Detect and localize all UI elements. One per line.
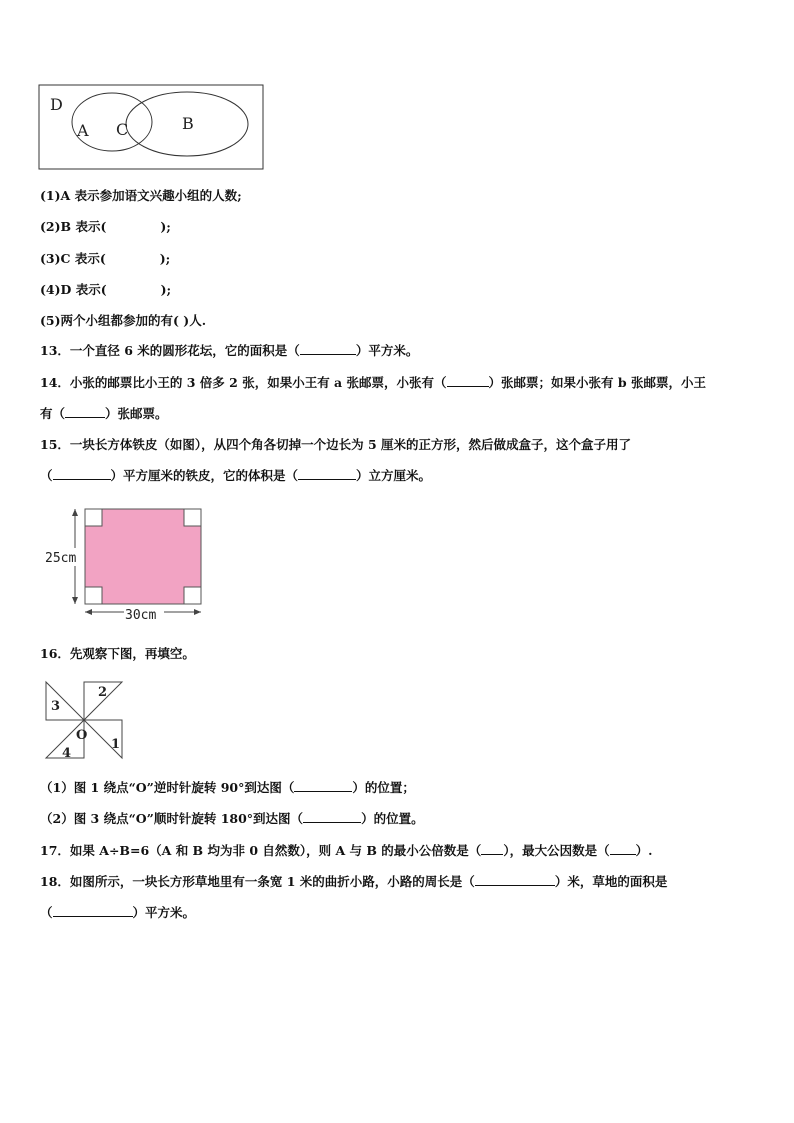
q17-text-1: 17．如果 A÷B=6（A 和 B 均为非 0 自然数），则 A 与 B 的最小公倍数是（: [40, 843, 482, 858]
q16-title: 16．先观察下图，再填空。: [40, 646, 195, 661]
q13-blank[interactable]: [300, 343, 356, 355]
q14-blank-1[interactable]: [447, 375, 489, 387]
q18-text-1: 18．如图所示，一块长方形草地里有一条宽 1 米的曲折小路，小路的周长是（: [40, 874, 475, 889]
q15-text-2: ）平方厘米的铁皮，它的体积是（: [110, 468, 299, 483]
triangle-label-1: 1: [111, 737, 121, 752]
q18-line-1: [40, 874, 667, 890]
height-arrow-bottom: [72, 597, 78, 604]
q16-blank-1[interactable]: [294, 780, 352, 792]
q14-text-3: 有（: [40, 406, 66, 421]
q15-line-2: [40, 468, 431, 484]
q12-item-4-text: (4)D 表示(: [40, 282, 107, 297]
q12-item-4-end: );: [160, 282, 172, 297]
center-label-o: O: [76, 728, 88, 743]
q13-text: 13．一个直径 6 米的圆形花坛，它的面积是（: [40, 343, 300, 358]
q12-item-5: (5)两个小组都参加的有( )人.: [40, 313, 207, 328]
q16-item-2: [40, 811, 424, 827]
q13-text-end: ）平方米。: [355, 343, 419, 358]
q17-text-3: ）.: [635, 843, 653, 858]
venn-label-b: B: [182, 114, 194, 133]
height-arrow-top: [72, 509, 78, 516]
q15-line-1: 15．一块长方体铁皮（如图），从四个角各切掉一个边长为 5 厘米的正方形，然后做成盒子，这个盒子用了: [40, 437, 632, 452]
triangle-label-2: 2: [98, 685, 108, 700]
q14-line-2: [40, 406, 168, 422]
width-label: 30cm: [125, 608, 157, 623]
q16-item-2-end: ）的位置。: [361, 811, 424, 826]
venn-label-c: C: [116, 120, 129, 139]
q14-text-1: 14．小张的邮票比小王的 3 倍多 2 张，如果小王有 a 张邮票，小张有（: [40, 375, 447, 390]
q18-line-2: [40, 905, 195, 921]
q18-text-3: （: [40, 905, 53, 920]
q13-line: [40, 343, 418, 359]
q15-text-1: （: [40, 468, 53, 483]
q14-blank-2[interactable]: [65, 406, 105, 418]
q12-item-3-text: (3)C 表示(: [40, 251, 106, 266]
q18-text-4: ）平方米。: [132, 905, 196, 920]
corner-square-br: [184, 587, 201, 604]
width-arrow-right: [194, 609, 201, 615]
q12-item-2: [40, 219, 171, 235]
q12-item-4: [40, 282, 171, 298]
corner-square-tr: [184, 509, 201, 526]
q12-item-1: (1)A 表示参加语文兴趣小组的人数;: [40, 188, 242, 203]
iron-sheet-figure: [40, 500, 215, 628]
pinwheel-figure: [44, 680, 126, 762]
venn-diagram: [38, 84, 266, 172]
triangle-label-3: 3: [51, 699, 61, 714]
q18-blank-1[interactable]: [475, 874, 555, 886]
width-arrow-left: [85, 609, 92, 615]
q14-text-2: ）张邮票；如果小张有 b 张邮票，小王: [488, 375, 706, 390]
q14-line-1: [40, 375, 706, 391]
q18-blank-2[interactable]: [53, 905, 133, 917]
q12-item-2-text: (2)B 表示(: [40, 219, 107, 234]
corner-square-bl: [85, 587, 102, 604]
corner-square-tl: [85, 509, 102, 526]
q15-blank-1[interactable]: [53, 468, 111, 480]
q16-item-1: [40, 780, 415, 796]
q14-text-4: ）张邮票。: [105, 406, 168, 421]
q17-blank-2[interactable]: [610, 843, 636, 855]
q12-item-3: [40, 251, 170, 267]
q16-item-2-text: （2）图 3 绕点“O”顺时针旋转 180°到达图（: [40, 811, 304, 826]
q17-blank-1[interactable]: [481, 843, 503, 855]
q12-item-3-end: );: [159, 251, 171, 266]
q17-line: [40, 843, 652, 859]
venn-label-a: A: [77, 121, 89, 140]
triangle-label-4: 4: [62, 746, 72, 761]
q12-item-2-end: );: [160, 219, 171, 234]
q15-blank-2[interactable]: [298, 468, 356, 480]
q15-text-3: ）立方厘米。: [356, 468, 432, 483]
q18-text-2: ）米，草地的面积是: [554, 874, 668, 889]
venn-label-d: D: [50, 95, 63, 114]
q16-blank-2[interactable]: [303, 811, 361, 823]
q16-item-1-end: ）的位置；: [352, 780, 415, 795]
q17-text-2: ），最大公因数是（: [503, 843, 610, 858]
q16-item-1-text: （1）图 1 绕点“O”逆时针旋转 90°到达图（: [40, 780, 295, 795]
height-label: 25cm: [45, 551, 77, 566]
